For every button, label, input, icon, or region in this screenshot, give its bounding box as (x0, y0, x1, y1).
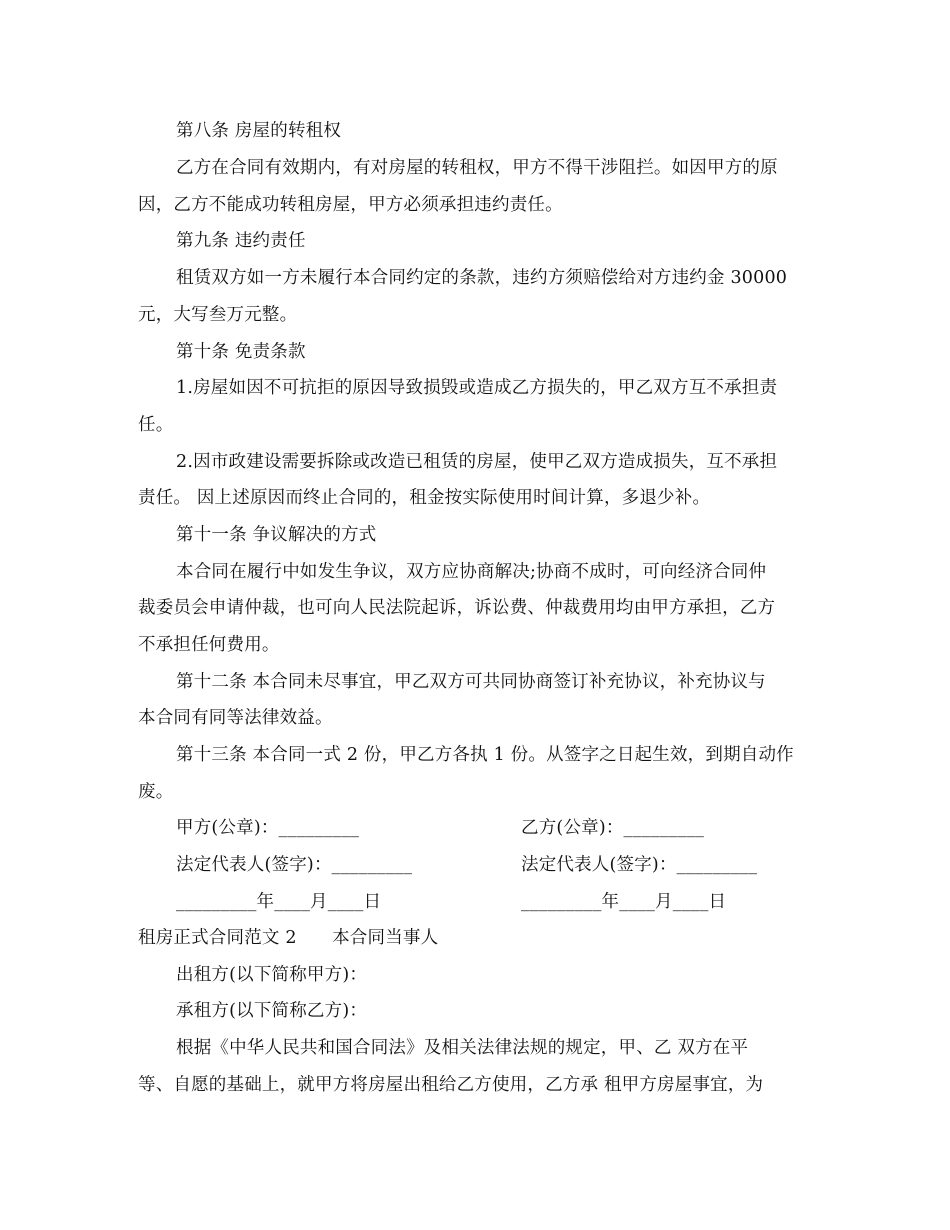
party-a-date-field: _________年____月____日 (176, 892, 382, 912)
party-a-seal-field: 甲方(公章)：_________ (176, 818, 360, 838)
party-a-representative-field: 法定代表人(签字)：_________ (176, 855, 413, 875)
article-13-line-1: 第十三条 本合同一式 2 份，甲乙方各执 1 份。从签字之日起生效，到期自动作 (176, 745, 794, 765)
party-b-representative-field: 法定代表人(签字)：_________ (521, 855, 758, 875)
party-b-seal-field: 乙方(公章)：_________ (521, 818, 705, 838)
article-13-line-2: 废。 (138, 782, 174, 802)
article-10-title: 第十条 免责条款 (176, 342, 306, 362)
article-11-paragraph-line-3: 不承担任何费用。 (138, 635, 280, 655)
article-11-paragraph-line-2: 裁委员会申请仲裁，也可向人民法院起诉，诉讼费、仲裁费用均由甲方承担，乙方 (138, 598, 776, 618)
lessee-field: 承租方(以下简称乙方)： (176, 1001, 368, 1021)
preamble-line-1: 根据《中华人民共和国合同法》及相关法律法规的规定，甲、乙 双方在平 (176, 1038, 749, 1058)
article-10-item-1-line-1: 1.房屋如因不可抗拒的原因导致损毁或造成乙方损失的，甲乙双方互不承担责 (176, 378, 778, 398)
article-9-paragraph-line-2: 元，大写叁万元整。 (138, 305, 298, 325)
article-9-title: 第九条 违约责任 (176, 231, 306, 251)
article-8-paragraph-line-1: 乙方在合同有效期内，有对房屋的转租权，甲方不得干涉阻拦。如因甲方的原 (176, 158, 778, 178)
article-9-paragraph-line-1: 租赁双方如一方未履行本合同约定的条款，违约方须赔偿给对方违约金 30000 (176, 268, 788, 288)
article-10-item-2-line-2: 责任。 因上述原因而终止合同的，租金按实际使用时间计算，多退少补。 (138, 488, 711, 508)
second-contract-heading: 租房正式合同范文 2 本合同当事人 (138, 928, 439, 948)
article-12-line-1: 第十二条 本合同未尽事宜，甲乙双方可共同协商签订补充协议，补充协议与 (176, 672, 766, 692)
article-8-paragraph-line-2: 因，乙方不能成功转租房屋，甲方必须承担违约责任。 (138, 195, 563, 215)
lessor-field: 出租方(以下简称甲方)： (176, 965, 368, 985)
article-11-paragraph-line-1: 本合同在履行中如发生争议，双方应协商解决;协商不成时，可向经济合同仲 (176, 562, 767, 582)
party-b-date-field: _________年____月____日 (521, 892, 727, 912)
article-10-item-2-line-1: 2.因市政建设需要拆除或改造已租赁的房屋，使甲乙双方造成损失，互不承担 (176, 452, 778, 472)
article-8-title: 第八条 房屋的转租权 (176, 121, 342, 141)
article-11-title: 第十一条 争议解决的方式 (176, 525, 377, 545)
article-10-item-1-line-2: 任。 (138, 415, 174, 435)
preamble-line-2: 等、自愿的基础上，就甲方将房屋出租给乙方使用，乙方承 租甲方房屋事宜，为 (138, 1075, 764, 1095)
article-12-line-2: 本合同有同等法律效益。 (138, 708, 333, 728)
